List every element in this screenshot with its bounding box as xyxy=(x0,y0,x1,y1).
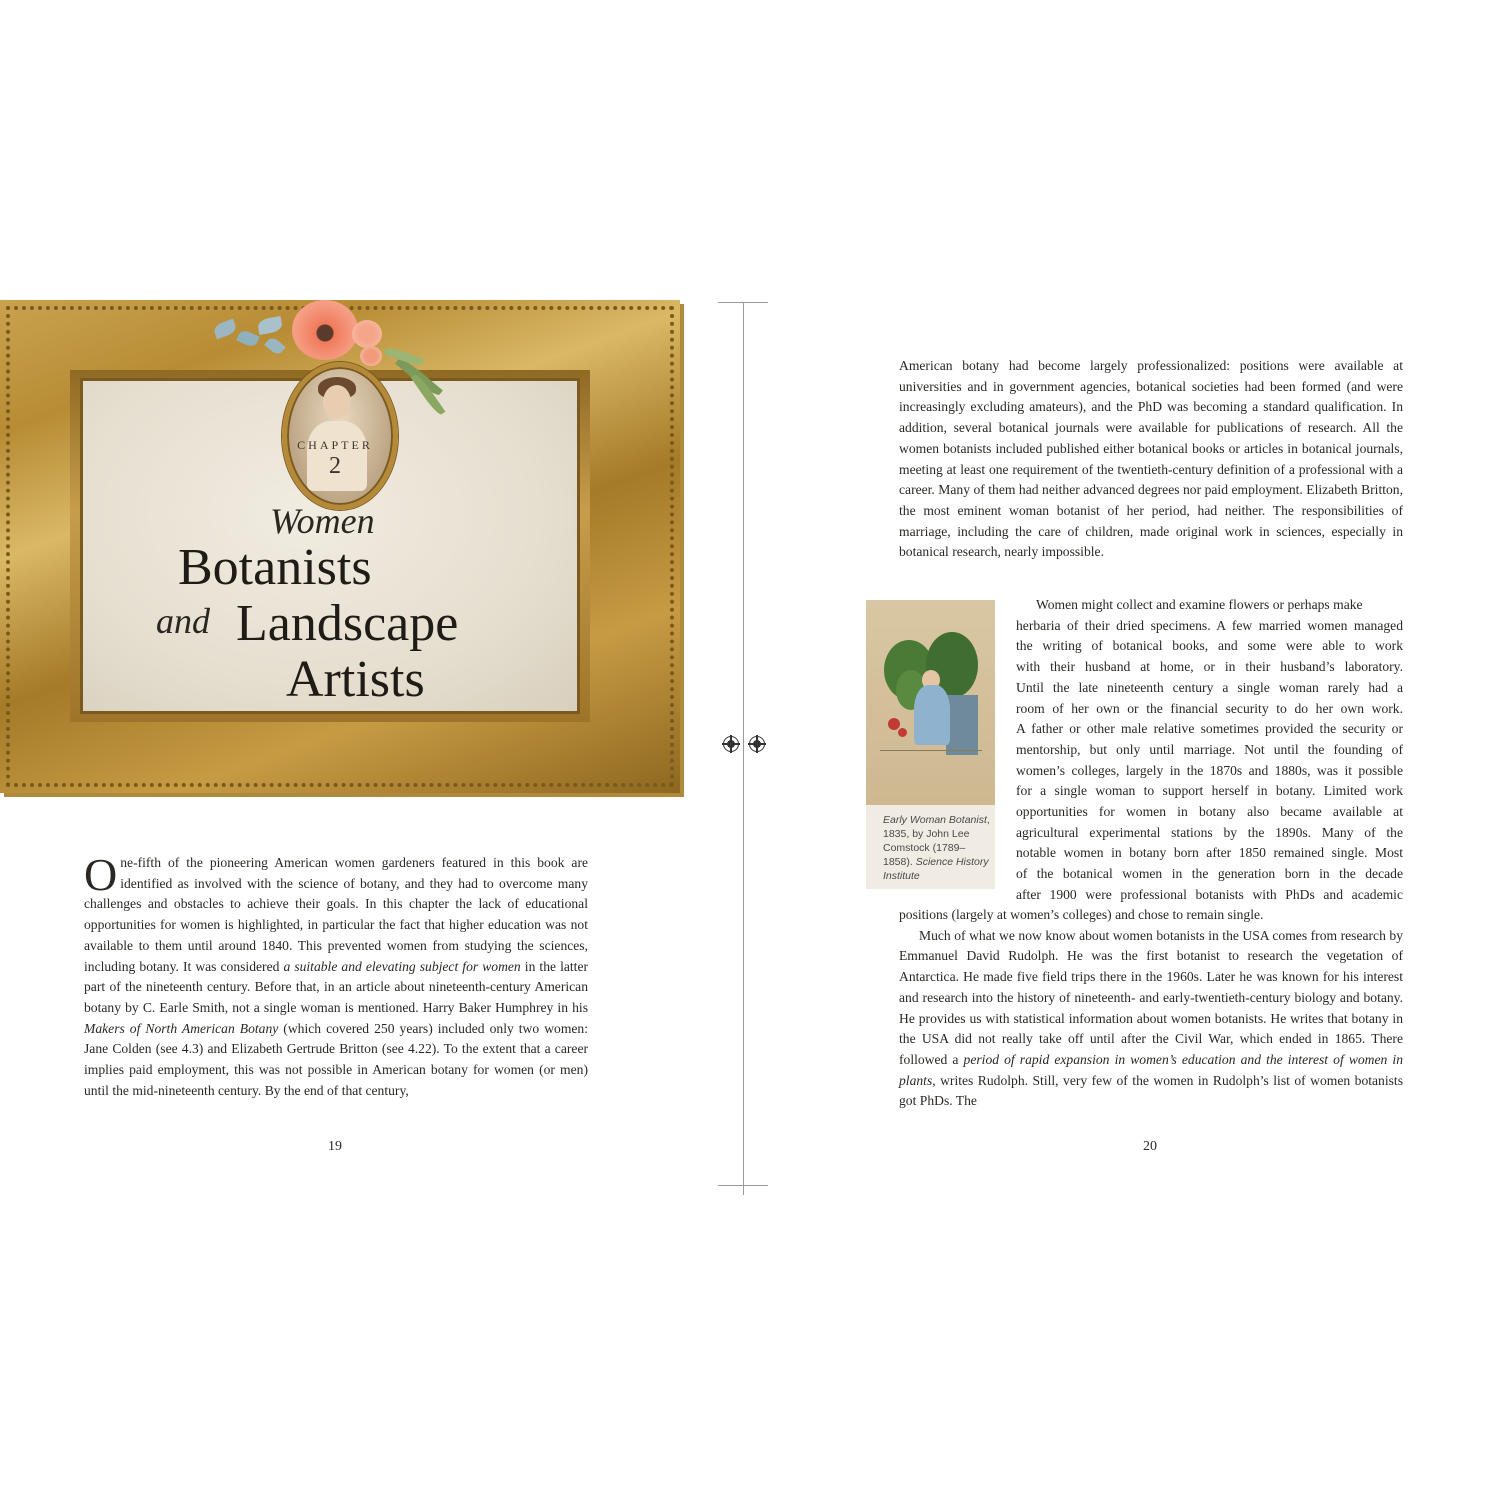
para2-line: A father or other male relative sometimes provided the security or xyxy=(1016,721,1403,737)
right-para-3-italic: period of rapid expansion in women’s education and the interest of women in plants xyxy=(899,1051,1403,1088)
para2-line: the writing of botanical books, and some were able to work xyxy=(1016,638,1403,654)
left-para-italic-2: Makers of North American Botany xyxy=(84,1020,279,1036)
figure-caption xyxy=(883,813,993,883)
left-page-body xyxy=(84,849,589,1101)
right-page-para-2 xyxy=(1016,595,1403,906)
para2-line: room of her own or the financial security to do her own work. xyxy=(1016,700,1403,716)
chapter-number: 2 xyxy=(329,453,341,479)
caption-credit: , 1835, by John Lee Comstock (1789–1858). xyxy=(883,814,990,868)
right-para-1-text: American botany had become largely professionalized: positions were available at universities and in government agencies, botanical societies had been formed (and were increasingly excluding amateurs), and the PhD was becoming a standard qualification. In addition, several botanical journals were available for publications of research. All the women botanists included published either botanical books or articles in botanical journals, meeting at least one requirement of the twentieth-century definition of a professional with a career. Many of them had neither advanced degrees nor paid employment. Elizabeth Britton, the most eminent woman botanist of her period, had neither. The responsibilities of marriage, including the care of children, made original work in sciences, especially in botanical research, nearly impossible. xyxy=(899,358,1403,560)
registration-mark-right xyxy=(749,736,765,752)
title-landscape: Landscape xyxy=(236,595,459,652)
title-artists: Artists xyxy=(286,651,425,708)
para2-line: women’s colleges, largely in the 1870s and 1880s, was it possible xyxy=(1016,762,1403,778)
title-botanists: Botanists xyxy=(178,539,372,596)
right-page-para-1 xyxy=(899,356,1403,563)
portrait-medallion xyxy=(282,362,398,510)
botanist-illustration xyxy=(866,600,995,805)
para2-line: for a single woman to support herself in botany. Limited work xyxy=(1016,783,1403,799)
right-para-3-b: , writes Rudolph. Still, very few of the women in Rudolph’s list of women botanists got PhDs. The xyxy=(899,1072,1403,1109)
para2-line: Until the late nineteenth century a single woman rarely had a xyxy=(1016,679,1403,695)
left-para-a: ne-fifth of the pioneering American women gardeners featured in this book are identified as involved with the science of botany, and they had to overcome many challenges and obstacles to achieve their goals. In this chapter the lack of educational opportunities for women is highlighted, in particular the fact that higher education was not available to them until around 1840. This prevented women from studying the sciences, including botany. It was considered xyxy=(84,855,588,974)
caption-source: Science History Institute xyxy=(883,856,989,882)
chapter-label: CHAPTER xyxy=(297,438,373,452)
para2-line: of the botanical women in the generation born in the decade xyxy=(1016,866,1403,882)
crop-mark-bottom xyxy=(718,1185,768,1186)
para2-tail: positions (largely at women’s colleges) and chose to remain single. xyxy=(899,907,1264,922)
crop-mark-top xyxy=(718,302,768,303)
right-para-3-a: Much of what we now know about women botanists in the USA comes from research by Emmanuel David Rudolph. He was the first botanist to research the vegetation of Antarctica. He made five field trips there in the 1960s. Later he was known for his interest and research into the history of nineteenth- and early-twentieth-century biology and botany. He provides us with statistical information about women botanists. He writes that botany in the USA did not really take off until after the Civil War, which ended in 1865. There followed a xyxy=(899,927,1403,1067)
page-number-left: 19 xyxy=(328,1139,342,1154)
para2-line: notable women in botany born after 1850 remained single. Most xyxy=(1016,845,1403,861)
para2-line: mentorship, but only until marriage. Not until the founding of xyxy=(1016,741,1403,757)
para2-line: with their husband at home, or in their husband’s laboratory. xyxy=(1016,659,1403,675)
inset-figure xyxy=(866,600,995,889)
gutter-line xyxy=(743,302,744,1195)
para2-line: Women might collect and examine flowers or perhaps make xyxy=(1036,597,1363,612)
para2-line: opportunities for women in botany also became available at xyxy=(1016,804,1403,820)
left-para-italic-1: a suitable and elevating subject for women xyxy=(283,958,521,974)
left-para-b: in the latter part of the nineteenth century. Before that, in an article about nineteenth-century American botany by C. Earle Smith, not a single woman is mentioned. Harry Baker Humphrey in his xyxy=(84,958,589,1015)
caption-title: Early Woman Botanist xyxy=(883,814,987,826)
left-para-c: (which covered 250 years) included only two women: Jane Colden (see 4.3) and Elizabeth Gertrude Britton (see 4.22). To the extent that a career implies paid employment, this was not possible in American botany for women (or men) until the mid-nineteenth century. By the end of that century, xyxy=(84,1020,588,1098)
registration-mark-left xyxy=(723,736,739,752)
para2-line: after 1900 were professional botanists with PhDs and academic xyxy=(1016,886,1403,902)
para2-line: herbaria of their dried specimens. A few married women managed xyxy=(1016,617,1403,633)
right-page-para-3 xyxy=(899,905,1403,1112)
page-number-right: 20 xyxy=(1143,1139,1157,1154)
title-women: Women xyxy=(270,501,375,541)
drop-cap: O xyxy=(84,849,118,900)
title-and: and xyxy=(156,601,210,641)
para2-line: agricultural experimental stations by the 1890s. Many of the xyxy=(1016,824,1403,840)
